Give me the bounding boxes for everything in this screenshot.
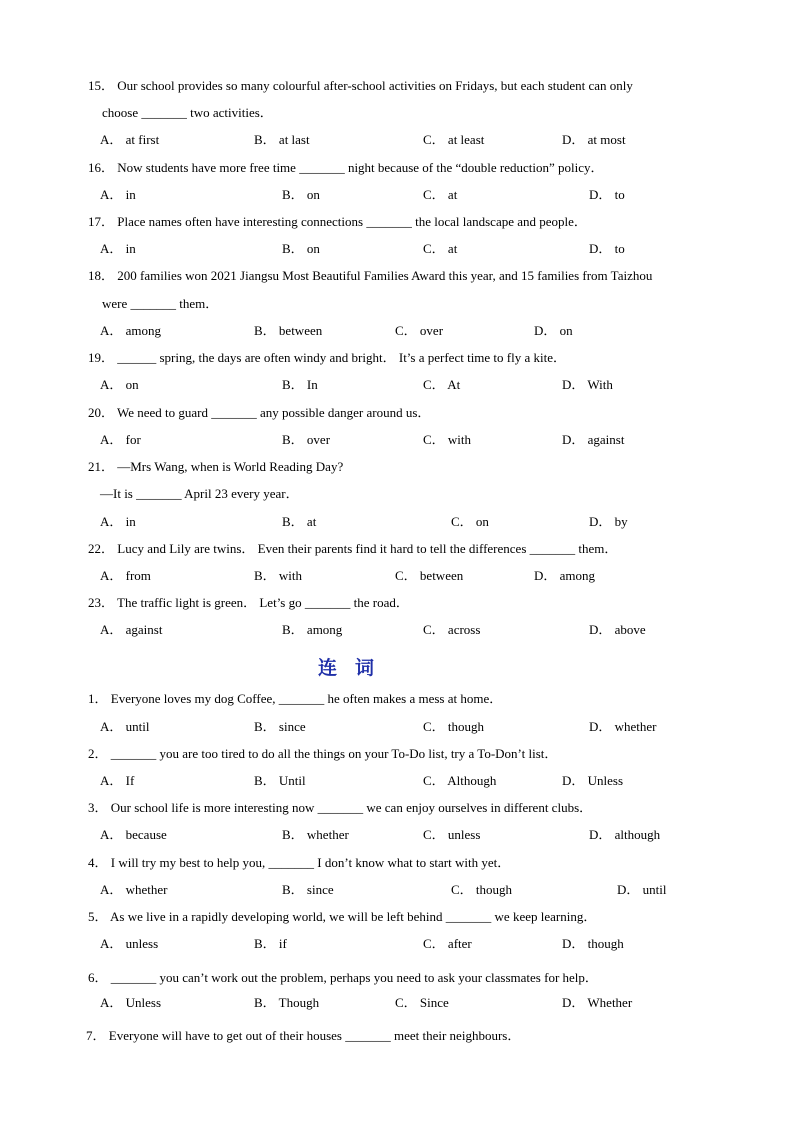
- c6-option-d: D． Whether: [562, 995, 633, 1010]
- q15-stem-line: 15． Our school provides so many colourful after-school activities on Fridays, but each student can only: [88, 78, 633, 93]
- c5-option-a: A． unless: [100, 936, 159, 951]
- q20-option-c: C． with: [423, 432, 472, 447]
- q15-stem-line: choose _______ two activities．: [102, 105, 273, 120]
- q23-option-d: D． above: [589, 622, 646, 637]
- q23-option-a: A． against: [100, 622, 163, 637]
- c6-stem-line: 6． _______ you can’t work out the problem, perhaps you need to ask your classmates for help．: [88, 970, 598, 985]
- q23-stem-line: 23． The traffic light is green． Let’s go _______ the road．: [88, 595, 409, 610]
- c6-option-b: B． Though: [254, 995, 320, 1010]
- c4-option-d: D． until: [617, 882, 667, 897]
- q21-stem-line: 21． —Mrs Wang, when is World Reading Day?: [88, 459, 344, 474]
- c1-option-c: C． though: [423, 719, 485, 734]
- c2-option-a: A． If: [100, 773, 135, 788]
- q17-option-d: D． to: [589, 241, 625, 256]
- q20-option-b: B． over: [282, 432, 331, 447]
- c3-option-d: D． although: [589, 827, 661, 842]
- q19-option-d: D． With: [562, 377, 613, 392]
- q18-stem-line: were _______ them．: [102, 296, 219, 311]
- q19-option-b: B． In: [282, 377, 318, 392]
- q17-option-c: C． at: [423, 241, 458, 256]
- c4-option-a: A． whether: [100, 882, 168, 897]
- q18-option-d: D． on: [534, 323, 573, 338]
- q16-option-c: C． at: [423, 187, 458, 202]
- c6-option-c: C． Since: [395, 995, 449, 1010]
- q23-option-b: B． among: [282, 622, 343, 637]
- q17-option-a: A． in: [100, 241, 136, 256]
- c3-stem-line: 3． Our school life is more interesting now _______ we can enjoy ourselves in different clubs．: [88, 800, 593, 815]
- q17-option-b: B． on: [282, 241, 320, 256]
- q20-option-d: D． against: [562, 432, 625, 447]
- q15-option-a: A． at first: [100, 132, 160, 147]
- q17-stem-line: 17． Place names often have interesting connections _______ the local landscape and people．: [88, 214, 587, 229]
- q16-option-a: A． in: [100, 187, 136, 202]
- c4-option-c: C． though: [451, 882, 513, 897]
- q19-option-a: A． on: [100, 377, 139, 392]
- q16-option-d: D． to: [589, 187, 625, 202]
- q18-option-c: C． over: [395, 323, 444, 338]
- c2-option-d: D． Unless: [562, 773, 624, 788]
- q21-option-b: B． at: [282, 514, 317, 529]
- q18-option-b: B． between: [254, 323, 323, 338]
- c5-stem-line: 5． As we live in a rapidly developing world, we will be left behind _______ we keep learning．: [88, 909, 597, 924]
- q21-option-a: A． in: [100, 514, 136, 529]
- c5-option-d: D． though: [562, 936, 624, 951]
- c2-option-b: B． Until: [254, 773, 306, 788]
- q16-stem-line: 16． Now students have more free time _______ night because of the “double reduction” policy．: [88, 160, 604, 175]
- q22-stem-line: 22． Lucy and Lily are twins． Even their parents find it hard to tell the differences _______ them．: [88, 541, 618, 556]
- c2-option-c: C． Although: [423, 773, 497, 788]
- q15-option-d: D． at most: [562, 132, 626, 147]
- q18-option-a: A． among: [100, 323, 162, 338]
- c4-stem-line: 4． I will try my best to help you, _______ I don’t know what to start with yet．: [88, 855, 511, 870]
- q21-option-c: C． on: [451, 514, 489, 529]
- q18-stem-line: 18． 200 families won 2021 Jiangsu Most Beautiful Families Award this year, and 15 families from Taizhou: [88, 268, 653, 283]
- c1-option-a: A． until: [100, 719, 150, 734]
- c3-option-a: A． because: [100, 827, 167, 842]
- c5-option-c: C． after: [423, 936, 472, 951]
- q22-option-b: B． with: [254, 568, 303, 583]
- q20-stem-line: 20． We need to guard _______ any possible danger around us．: [88, 405, 431, 420]
- c6-option-a: A． Unless: [100, 995, 162, 1010]
- q16-option-b: B． on: [282, 187, 320, 202]
- q20-option-a: A． for: [100, 432, 141, 447]
- c2-stem-line: 2． _______ you are too tired to do all the things on your To-Do list, try a To-Don’t list．: [88, 746, 558, 761]
- c4-option-b: B． since: [282, 882, 334, 897]
- c1-stem-line: 1． Everyone loves my dog Coffee, _______ he often makes a mess at home．: [88, 691, 503, 706]
- q19-option-c: C． At: [423, 377, 461, 392]
- q15-option-b: B． at last: [254, 132, 310, 147]
- c3-option-b: B． whether: [282, 827, 349, 842]
- q22-option-a: A． from: [100, 568, 151, 583]
- c1-option-d: D． whether: [589, 719, 657, 734]
- q22-option-c: C． between: [395, 568, 464, 583]
- c7-stem-line: 7． Everyone will have to get out of their houses _______ meet their neighbours．: [86, 1028, 521, 1043]
- section-heading: 连词: [318, 657, 393, 679]
- c5-option-b: B． if: [254, 936, 287, 951]
- q21-stem-line: —It is _______ April 23 every year．: [100, 486, 299, 501]
- q22-option-d: D． among: [534, 568, 596, 583]
- q15-option-c: C． at least: [423, 132, 485, 147]
- q19-stem-line: 19． ______ spring, the days are often windy and bright． It’s a perfect time to fly a kite．: [88, 350, 566, 365]
- c3-option-c: C． unless: [423, 827, 481, 842]
- c1-option-b: B． since: [254, 719, 306, 734]
- q21-option-d: D． by: [589, 514, 628, 529]
- q23-option-c: C． across: [423, 622, 481, 637]
